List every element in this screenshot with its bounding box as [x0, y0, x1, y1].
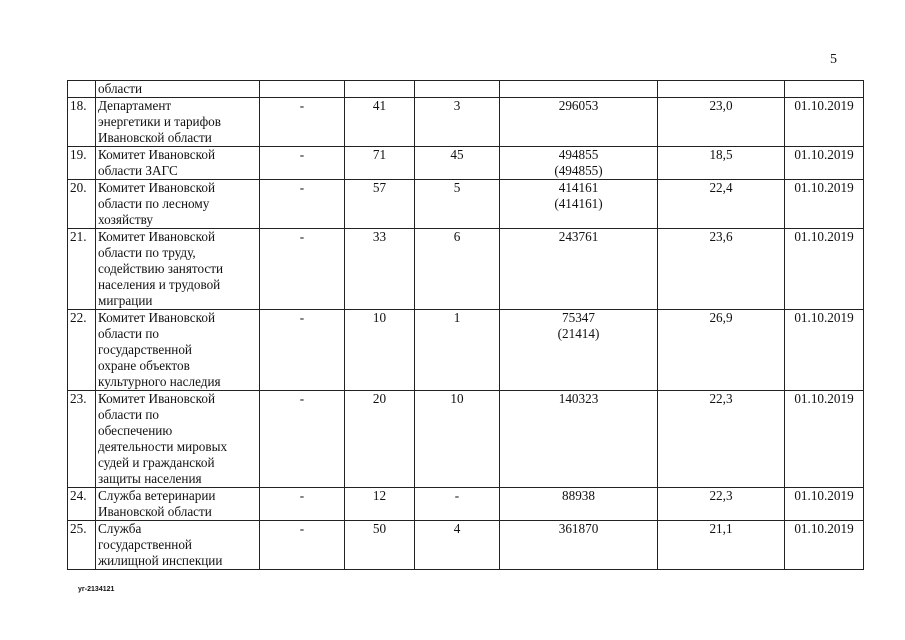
row-number-cell: 23. [68, 391, 96, 488]
column-1-cell: - [260, 147, 345, 180]
column-1-cell: - [260, 391, 345, 488]
organization-cell-line: Ивановской области [98, 504, 212, 519]
column-5-cell: 23,0 [658, 98, 785, 147]
column-4-cell-line: 75347 [562, 310, 595, 325]
table-row [68, 81, 864, 98]
column-3-cell [415, 81, 500, 98]
column-5-cell: 21,1 [658, 521, 785, 570]
organization-cell-line: области по [98, 407, 160, 422]
organization-cell-line: Комитет Ивановской [98, 229, 216, 244]
table-row [68, 521, 864, 570]
organization-cell [96, 81, 260, 98]
organization-cell-line: судей и гражданской [98, 455, 215, 470]
column-4-cell [500, 229, 658, 310]
column-1-cell: - [260, 98, 345, 147]
column-4-cell-line: 296053 [558, 98, 599, 113]
organization-cell [96, 147, 260, 180]
column-4-cell-line: 494855 [558, 147, 599, 162]
table-row [68, 488, 864, 521]
column-4-cell [500, 391, 658, 488]
organization-cell-line: Департамент [98, 98, 172, 113]
column-4-cell-line: 243761 [558, 229, 599, 244]
row-number-cell [68, 81, 96, 98]
column-2-cell: 57 [345, 180, 415, 229]
table-row [68, 147, 864, 180]
organization-cell-line: Комитет Ивановской [98, 147, 216, 162]
column-4-cell [500, 98, 658, 147]
column-5-cell: 22,4 [658, 180, 785, 229]
column-3-cell: 4 [415, 521, 500, 570]
column-2-cell: 50 [345, 521, 415, 570]
organization-cell-line: Комитет Ивановской [98, 391, 216, 406]
organization-cell-line: охране объектов [98, 358, 190, 373]
organization-cell-line: области по лесному [98, 196, 210, 211]
date-cell: 01.10.2019 [785, 180, 864, 229]
organization-cell-line: государственной [98, 342, 192, 357]
row-number-cell: 20. [68, 180, 96, 229]
organization-cell [96, 98, 260, 147]
column-5-cell [658, 81, 785, 98]
row-number-cell: 24. [68, 488, 96, 521]
organization-cell-line: миграции [98, 293, 153, 308]
organization-cell-line: Комитет Ивановской [98, 180, 216, 195]
column-4-cell [500, 180, 658, 229]
column-2-cell: 12 [345, 488, 415, 521]
column-1-cell: - [260, 180, 345, 229]
organization-cell-line: жилищной инспекции [98, 553, 223, 568]
column-2-cell: 71 [345, 147, 415, 180]
column-3-cell: 1 [415, 310, 500, 391]
row-number-cell: 25. [68, 521, 96, 570]
date-cell: 01.10.2019 [785, 310, 864, 391]
row-number-cell: 19. [68, 147, 96, 180]
data-table [67, 80, 864, 570]
date-cell: 01.10.2019 [785, 521, 864, 570]
table-row [68, 391, 864, 488]
organization-cell [96, 229, 260, 310]
organization-cell-line: Служба [98, 521, 142, 536]
date-cell: 01.10.2019 [785, 147, 864, 180]
column-3-cell: 45 [415, 147, 500, 180]
organization-cell-line: защиты населения [98, 471, 202, 486]
column-4-cell-line: 88938 [562, 488, 595, 503]
organization-cell [96, 391, 260, 488]
column-4-cell-line: (414161) [554, 196, 603, 211]
organization-cell [96, 180, 260, 229]
organization-cell-line: государственной [98, 537, 192, 552]
page-number: 5 [830, 52, 837, 67]
organization-cell-line: хозяйству [98, 212, 154, 227]
date-cell: 01.10.2019 [785, 488, 864, 521]
column-4-cell [500, 310, 658, 391]
table-row [68, 310, 864, 391]
organization-cell-line: Служба ветеринарии [98, 488, 216, 503]
date-cell: 01.10.2019 [785, 98, 864, 147]
column-1-cell: - [260, 229, 345, 310]
column-2-cell: 20 [345, 391, 415, 488]
column-1-cell: - [260, 521, 345, 570]
column-2-cell [345, 81, 415, 98]
column-4-cell-line: 140323 [558, 391, 599, 406]
organization-cell-line: населения и трудовой [98, 277, 221, 292]
column-4-cell [500, 81, 658, 98]
column-4-cell [500, 488, 658, 521]
column-4-cell [500, 147, 658, 180]
column-1-cell: - [260, 488, 345, 521]
row-number-cell: 18. [68, 98, 96, 147]
organization-cell-line: энергетики и тарифов [98, 114, 221, 129]
column-1-cell [260, 81, 345, 98]
column-3-cell: 6 [415, 229, 500, 310]
organization-cell-line: Комитет Ивановской [98, 310, 216, 325]
column-3-cell: 5 [415, 180, 500, 229]
organization-cell-line: деятельности мировых [98, 439, 228, 454]
column-4-cell [500, 521, 658, 570]
column-3-cell: - [415, 488, 500, 521]
table-row [68, 229, 864, 310]
organization-cell-line: области [98, 81, 143, 96]
column-1-cell: - [260, 310, 345, 391]
organization-cell-line: содействию занятости [98, 261, 224, 276]
table-row [68, 180, 864, 229]
column-4-cell-line: (21414) [557, 326, 600, 341]
column-2-cell: 33 [345, 229, 415, 310]
column-5-cell: 22,3 [658, 488, 785, 521]
column-5-cell: 22,3 [658, 391, 785, 488]
column-2-cell: 10 [345, 310, 415, 391]
column-4-cell-line [502, 81, 655, 97]
date-cell: 01.10.2019 [785, 229, 864, 310]
column-3-cell: 10 [415, 391, 500, 488]
organization-cell [96, 310, 260, 391]
row-number-cell: 22. [68, 310, 96, 391]
organization-cell-line: обеспечению [98, 423, 173, 438]
column-4-cell-line: 414161 [558, 180, 599, 195]
column-5-cell: 18,5 [658, 147, 785, 180]
date-cell [785, 81, 864, 98]
organization-cell-line: области по [98, 326, 160, 341]
organization-cell [96, 488, 260, 521]
table-row [68, 98, 864, 147]
row-number-cell: 21. [68, 229, 96, 310]
column-5-cell: 26,9 [658, 310, 785, 391]
column-2-cell: 41 [345, 98, 415, 147]
column-3-cell: 3 [415, 98, 500, 147]
organization-cell-line: Ивановской области [98, 130, 212, 145]
table-body [68, 81, 864, 570]
footer-code: уг-2134121 [78, 586, 115, 593]
column-4-cell-line: 361870 [558, 521, 599, 536]
organization-cell-line: области по труду, [98, 245, 196, 260]
column-5-cell: 23,6 [658, 229, 785, 310]
organization-cell-line: области ЗАГС [98, 163, 178, 178]
organization-cell-line: культурного наследия [98, 374, 221, 389]
date-cell: 01.10.2019 [785, 391, 864, 488]
organization-cell [96, 521, 260, 570]
column-4-cell-line: (494855) [554, 163, 603, 178]
